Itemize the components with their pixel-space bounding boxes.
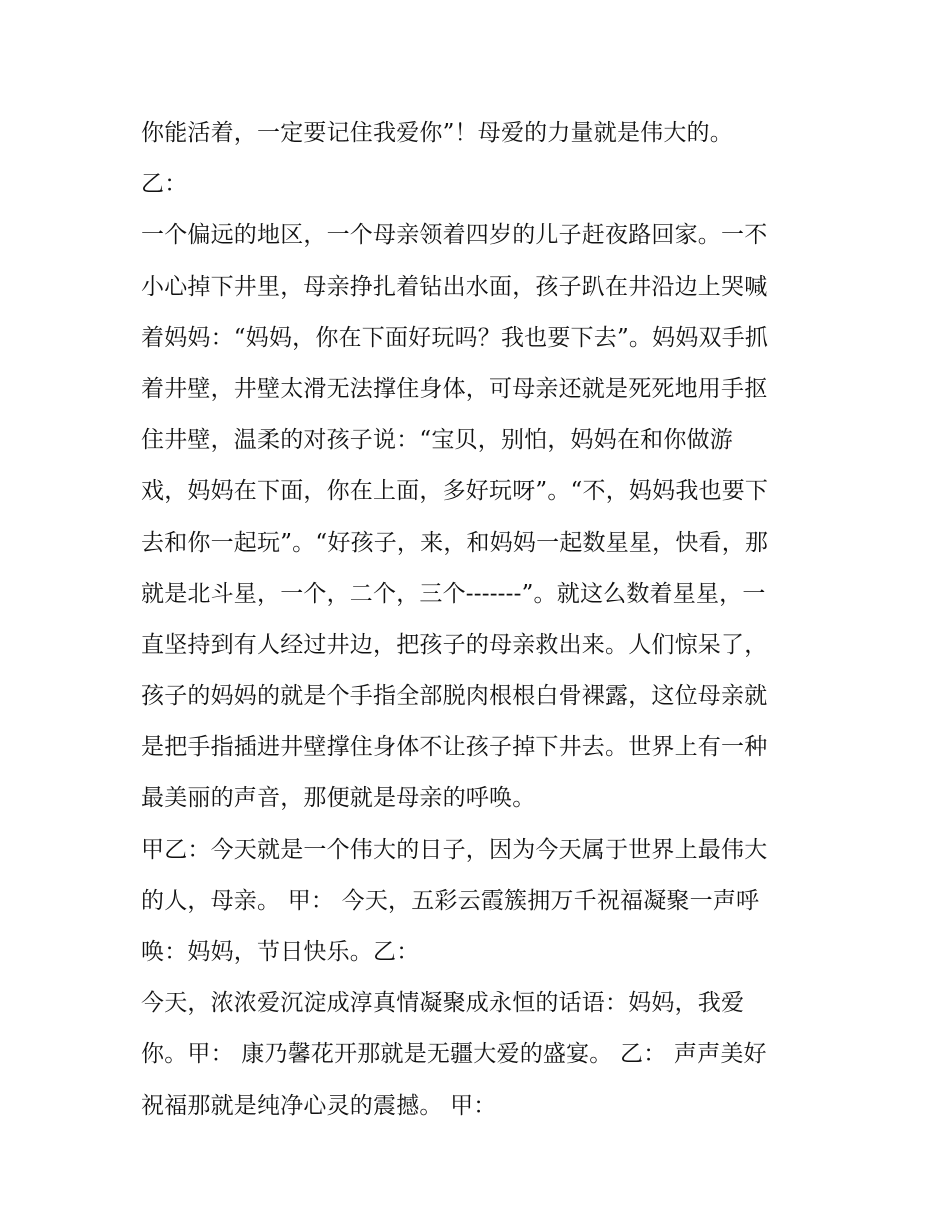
document-text-block — [141, 108, 821, 1132]
text-line-3: 一个偏远的地区，一个母亲领着四岁的儿子赶夜路回家。一不 — [141, 222, 768, 249]
text-line-10: 就是北斗星，一个，二个，三个-------”。就这么数着星星，一 — [141, 580, 766, 607]
text-line-17: 唤：妈妈，节日快乐。乙： — [141, 939, 420, 965]
text-line-13: 是把手指插进井壁撑住身体不让孩子掉下井去。世界上有一种 — [141, 734, 768, 761]
text-line-18: 今天，浓浓爱沉淀成淳真情凝聚成永恒的话语：妈妈，我爱 — [141, 990, 745, 1017]
text-line-14: 最美丽的声音，那便就是母亲的呼唤。 — [141, 785, 536, 812]
text-line-6: 着井壁，井壁太滑无法撑住身体，可母亲还就是死死地用手抠 — [141, 375, 768, 402]
text-line-8: 戏，妈妈在下面，你在上面，多好玩呀”。“不，妈妈我也要下 — [141, 478, 769, 505]
text-line-5: 着妈妈：“妈妈，你在下面好玩吗？我也要下去”。妈妈双手抓 — [141, 324, 769, 351]
text-line-4: 小心掉下井里，母亲挣扎着钻出水面，孩子趴在井沿边上哭喊 — [141, 273, 768, 300]
text-line-1: 你能活着，一定要记住我爱你”！母爱的力量就是伟大的。 — [141, 120, 733, 146]
text-line-19: 你。甲： 康乃馨花开那就是无疆大爱的盛宴。 乙： 声声美好 — [141, 1041, 767, 1068]
text-line-12: 孩子的妈妈的就是个手指全部脱肉根根白骨裸露，这位母亲就 — [141, 683, 768, 710]
text-line-2: 乙： — [141, 171, 188, 198]
text-line-20: 祝福那就是纯净心灵的震撼。 甲： — [141, 1092, 497, 1119]
text-line-9: 去和你一起玩”。“好孩子，来，和妈妈一起数星星，快看，那 — [141, 529, 769, 556]
text-line-16: 的人，母亲。 甲： 今天，五彩云霞簇拥万千祝福凝聚一声呼 — [141, 887, 760, 914]
text-line-11: 直坚持到有人经过井边，把孩子的母亲救出来。人们惊呆了， — [141, 631, 768, 658]
text-line-15: 甲乙：今天就是一个伟大的日子，因为今天属于世界上最伟大 — [141, 836, 768, 863]
text-line-7: 住井壁，温柔的对孩子说：“宝贝，别怕，妈妈在和你做游 — [141, 427, 733, 454]
